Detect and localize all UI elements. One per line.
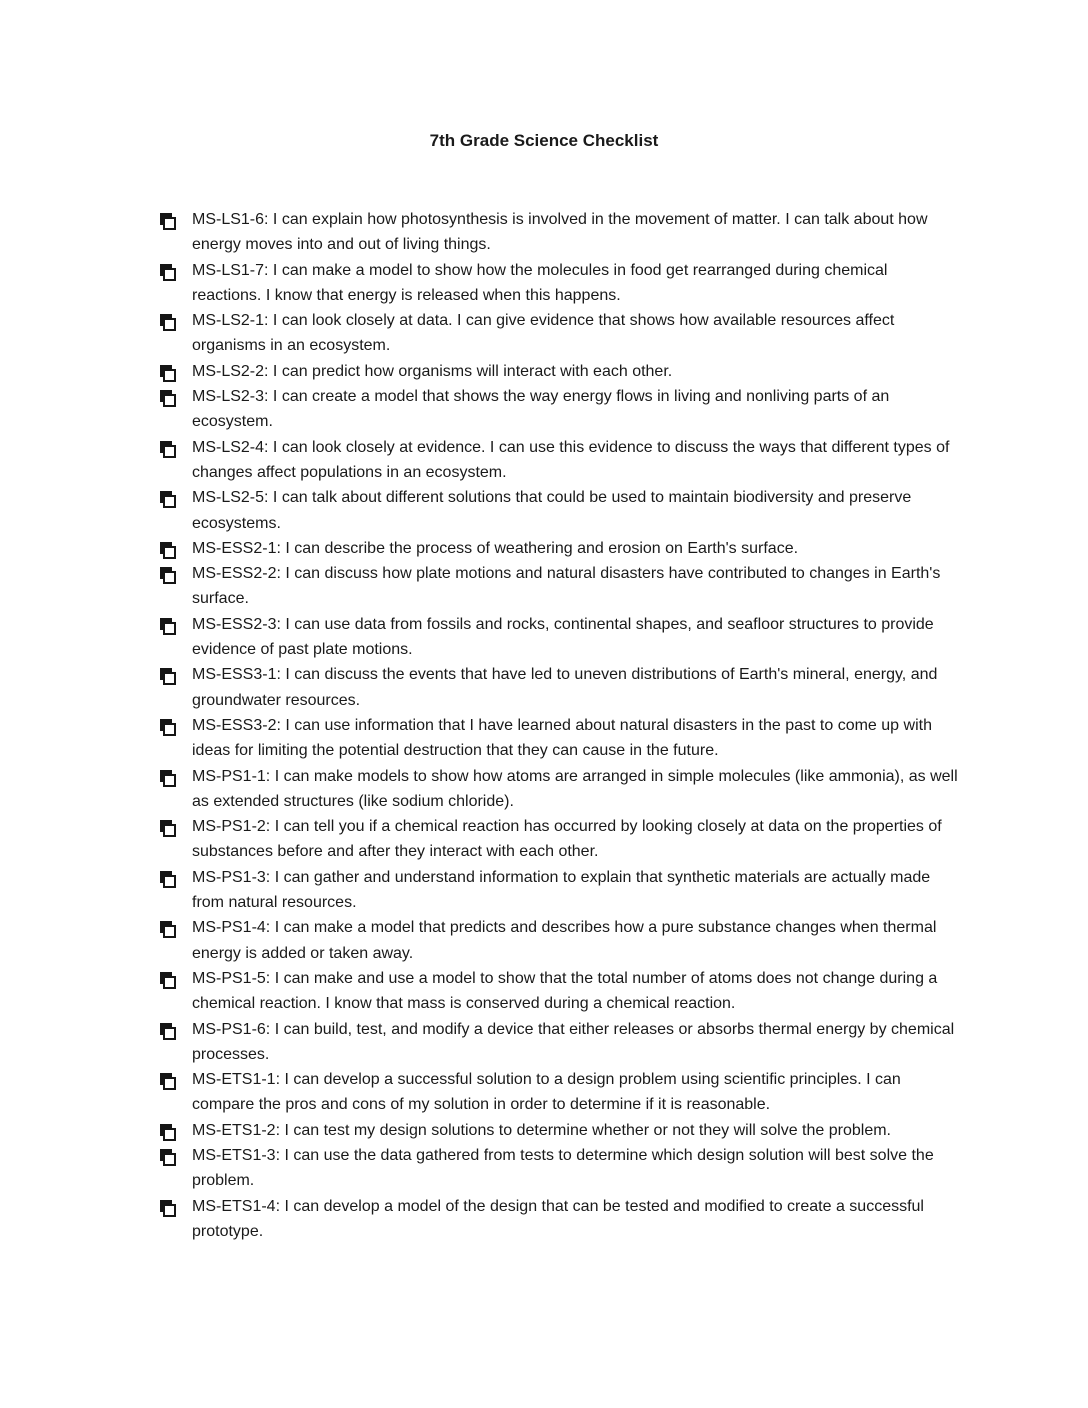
standard-code: MS-ESS3-1 [192, 666, 277, 684]
checklist-item [160, 865, 958, 916]
item-description: I can use data from fossils and rocks, continental shapes, and seafloor structures to provide evidence of past plate motions. [192, 615, 934, 659]
checklist-item [160, 764, 958, 815]
checklist-item [160, 1143, 958, 1194]
code-separator: : [265, 818, 275, 836]
checkbox-box [163, 445, 176, 458]
checklist-item-text [192, 1122, 891, 1139]
standard-code: MS-PS1-5 [192, 969, 266, 987]
checklist-item-text [192, 388, 889, 430]
code-separator: : [264, 211, 273, 228]
checkbox-box [163, 723, 176, 736]
checklist-item-text [192, 970, 937, 1012]
code-separator: : [275, 1071, 285, 1089]
item-description: I can talk about different solutions that could be used to maintain biodiversity and preserve ecosystems. [192, 489, 912, 532]
standard-code: MS-LS2-5 [192, 489, 265, 507]
standard-code: MS-LS2-3 [192, 388, 265, 406]
code-separator: : [276, 666, 286, 684]
checklist-item-text [192, 363, 672, 380]
item-description: I can use the data gathered from tests to determine which design solution will best solve the problem. [192, 1146, 934, 1190]
code-separator: : [265, 919, 275, 937]
checkbox-box [163, 318, 176, 331]
item-description: I can tell you if a chemical reaction has occurred by looking closely at data on the properties of substances before and after they interact with each other. [192, 818, 942, 861]
standard-code: MS-ETS1-2 [192, 1121, 276, 1139]
checkbox-box [163, 217, 176, 230]
checkbox-icon[interactable] [160, 390, 177, 407]
checkbox-box [163, 268, 176, 281]
checkbox-box [163, 495, 176, 508]
standard-code: MS-PS1-1 [192, 767, 266, 785]
standard-code: MS-ETS1-1 [192, 1071, 276, 1089]
checkbox-icon[interactable] [160, 770, 177, 787]
checkbox-box [163, 1027, 176, 1040]
item-description: I can explain how photosynthesis is involved in the movement of matter. I can talk about how energy moves into and out of living things. [192, 211, 928, 254]
checkbox-icon[interactable] [160, 618, 177, 635]
checkbox-icon[interactable] [160, 1023, 177, 1040]
checkbox-icon[interactable] [160, 213, 177, 230]
checklist-item [160, 258, 958, 309]
checklist-item-text [192, 489, 911, 531]
item-description: I can make models to show how atoms are arranged in simple molecules (like ammonia), as well as extended structures (like sodium chloride). [192, 767, 958, 810]
standard-code: MS-PS1-6 [192, 1020, 266, 1038]
checklist-item-text [192, 1071, 901, 1113]
checklist-item-text [192, 1198, 924, 1240]
checkbox-icon[interactable] [160, 719, 177, 736]
checklist-item-text [192, 919, 936, 961]
checklist-item [160, 561, 958, 612]
standard-code: MS-ESS2-2 [192, 565, 277, 583]
item-description: I can make a model that predicts and describes how a pure substance changes when thermal energy is added or taken away. [192, 919, 937, 962]
science-checklist [160, 207, 958, 1244]
checkbox-icon[interactable] [160, 921, 177, 938]
standard-code: MS-ETS1-4 [192, 1197, 276, 1215]
checkbox-box [163, 1204, 176, 1217]
checklist-item-text [192, 540, 798, 557]
checkbox-box [163, 571, 176, 584]
standard-code: MS-ESS2-1 [192, 539, 277, 557]
code-separator: : [265, 1020, 275, 1038]
standard-code: MS-ETS1-3 [192, 1146, 276, 1164]
code-separator: : [275, 1146, 285, 1164]
standard-code: MS-PS1-3 [192, 868, 266, 886]
checkbox-box [163, 672, 176, 685]
item-description: I can discuss how plate motions and natural disasters have contributed to changes in Earth's surface. [192, 565, 941, 608]
item-description: I can describe the process of weathering and erosion on Earth's surface. [285, 539, 799, 557]
checklist-item-text [192, 768, 958, 810]
code-separator: : [264, 362, 273, 380]
checklist-item-text [192, 666, 937, 708]
checkbox-icon[interactable] [160, 1073, 177, 1090]
checklist-item [160, 536, 958, 561]
checklist-item-text [192, 1021, 954, 1063]
checklist-item-text [192, 565, 940, 607]
code-separator: : [264, 261, 273, 279]
standard-code: MS-LS2-1 [192, 312, 265, 330]
item-description: I can develop a successful solution to a design problem using scientific principles. I can compare the pros and cons of my solution in order to determine if it is reasonable. [192, 1071, 901, 1114]
item-description: I can make and use a model to show that the total number of atoms does not change during a chemical reaction. I know that mass is conserved during a chemical reaction. [192, 969, 938, 1013]
code-separator: : [275, 1197, 285, 1215]
checkbox-box [163, 394, 176, 407]
code-separator: : [276, 565, 286, 583]
standard-code: MS-LS2-2 [192, 362, 265, 380]
standard-code: MS-ESS3-2 [192, 716, 277, 734]
standard-code: MS-LS2-4 [192, 438, 265, 456]
item-description: I can develop a model of the design that can be tested and modified to create a successful prototype. [192, 1197, 924, 1240]
code-separator: : [264, 388, 273, 406]
checklist-item [160, 662, 958, 713]
code-separator: : [264, 312, 273, 330]
page-title: 7th Grade Science Checklist [429, 131, 659, 150]
standard-code: MS-LS1-7 [192, 261, 265, 279]
checklist-item-text [192, 869, 930, 911]
checklist-item-text [192, 818, 942, 860]
checkbox-box [163, 976, 176, 989]
item-description: I can discuss the events that have led to uneven distributions of Earth's mineral, energy, and groundwater resources. [192, 666, 938, 709]
standard-code: MS-LS1-6 [192, 211, 265, 228]
checklist-item [160, 359, 958, 384]
checkbox-icon[interactable] [160, 441, 177, 458]
checklist-item-text [192, 1147, 934, 1189]
checkbox-box [163, 1128, 176, 1141]
checkbox-icon[interactable] [160, 264, 177, 281]
checklist-item-text [192, 439, 949, 481]
checkbox-icon[interactable] [160, 491, 177, 508]
checklist-item [160, 207, 958, 258]
checkbox-box [163, 925, 176, 938]
checkbox-icon[interactable] [160, 1124, 177, 1141]
code-separator: : [265, 767, 275, 785]
checkbox-icon[interactable] [160, 542, 177, 559]
checkbox-icon[interactable] [160, 871, 177, 888]
code-separator: : [276, 615, 286, 633]
checkbox-icon[interactable] [160, 1200, 177, 1217]
code-separator: : [264, 438, 273, 456]
checklist-item [160, 1017, 958, 1068]
item-description: I can make a model to show how the molecules in food get rearranged during chemical reactions. I know that energy is released when this happens. [192, 261, 888, 304]
checkbox-box [163, 622, 176, 635]
item-description: I can gather and understand information to explain that synthetic materials are actually made from natural resources. [192, 868, 931, 912]
checklist-item [160, 308, 958, 359]
checkbox-box [163, 774, 176, 787]
code-separator: : [276, 716, 286, 734]
code-separator: : [264, 489, 273, 507]
checkbox-icon[interactable] [160, 567, 177, 584]
checklist-item [160, 384, 958, 435]
item-description: I can create a model that shows the way energy flows in living and nonliving parts of an ecosystem. [192, 388, 890, 431]
checklist-item [160, 1118, 958, 1143]
code-separator: : [265, 969, 275, 987]
checkbox-icon[interactable] [160, 820, 177, 837]
item-description: I can look closely at evidence. I can use this evidence to discuss the ways that different types of changes affect populations in an ecosystem. [192, 438, 950, 481]
standard-code: MS-PS1-2 [192, 818, 266, 836]
checklist-item [160, 485, 958, 536]
checkbox-icon[interactable] [160, 314, 177, 331]
item-description: I can look closely at data. I can give evidence that shows how available resources affect organisms in an ecosystem. [192, 312, 895, 355]
checkbox-icon[interactable] [160, 972, 177, 989]
checklist-item [160, 1067, 958, 1118]
checklist-item [160, 713, 958, 764]
code-separator: : [276, 539, 286, 557]
checkbox-icon[interactable] [160, 668, 177, 685]
checklist-item-text [192, 616, 934, 658]
checklist-item-text [192, 211, 928, 253]
checkbox-box [163, 369, 176, 382]
item-description: I can build, test, and modify a device that either releases or absorbs thermal energy by chemical processes. [192, 1020, 955, 1063]
standard-code: MS-PS1-4 [192, 919, 266, 937]
checkbox-box [163, 1153, 176, 1166]
checkbox-box [163, 546, 176, 559]
checkbox-box [163, 824, 176, 837]
checkbox-icon[interactable] [160, 1149, 177, 1166]
checkbox-box [163, 1077, 176, 1090]
checklist-item [160, 612, 958, 663]
item-description: I can use information that I have learned about natural disasters in the past to come up with ideas for limiting the potential destruction that they can cause in the future. [192, 716, 932, 760]
checkbox-box [163, 875, 176, 888]
checklist-item [160, 814, 958, 865]
checklist-item [160, 915, 958, 966]
item-description: I can test my design solutions to determine whether or not they will solve the problem. [284, 1121, 891, 1139]
checklist-item [160, 1194, 958, 1245]
checklist-item-text [192, 312, 894, 354]
item-description: I can predict how organisms will interact with each other. [272, 362, 673, 380]
checklist-item-text [192, 262, 887, 304]
checklist-item [160, 435, 958, 486]
code-separator: : [265, 868, 275, 886]
checkbox-icon[interactable] [160, 365, 177, 382]
standard-code: MS-ESS2-3 [192, 615, 277, 633]
checklist-item [160, 966, 958, 1017]
checklist-item-text [192, 717, 932, 759]
code-separator: : [275, 1121, 285, 1139]
